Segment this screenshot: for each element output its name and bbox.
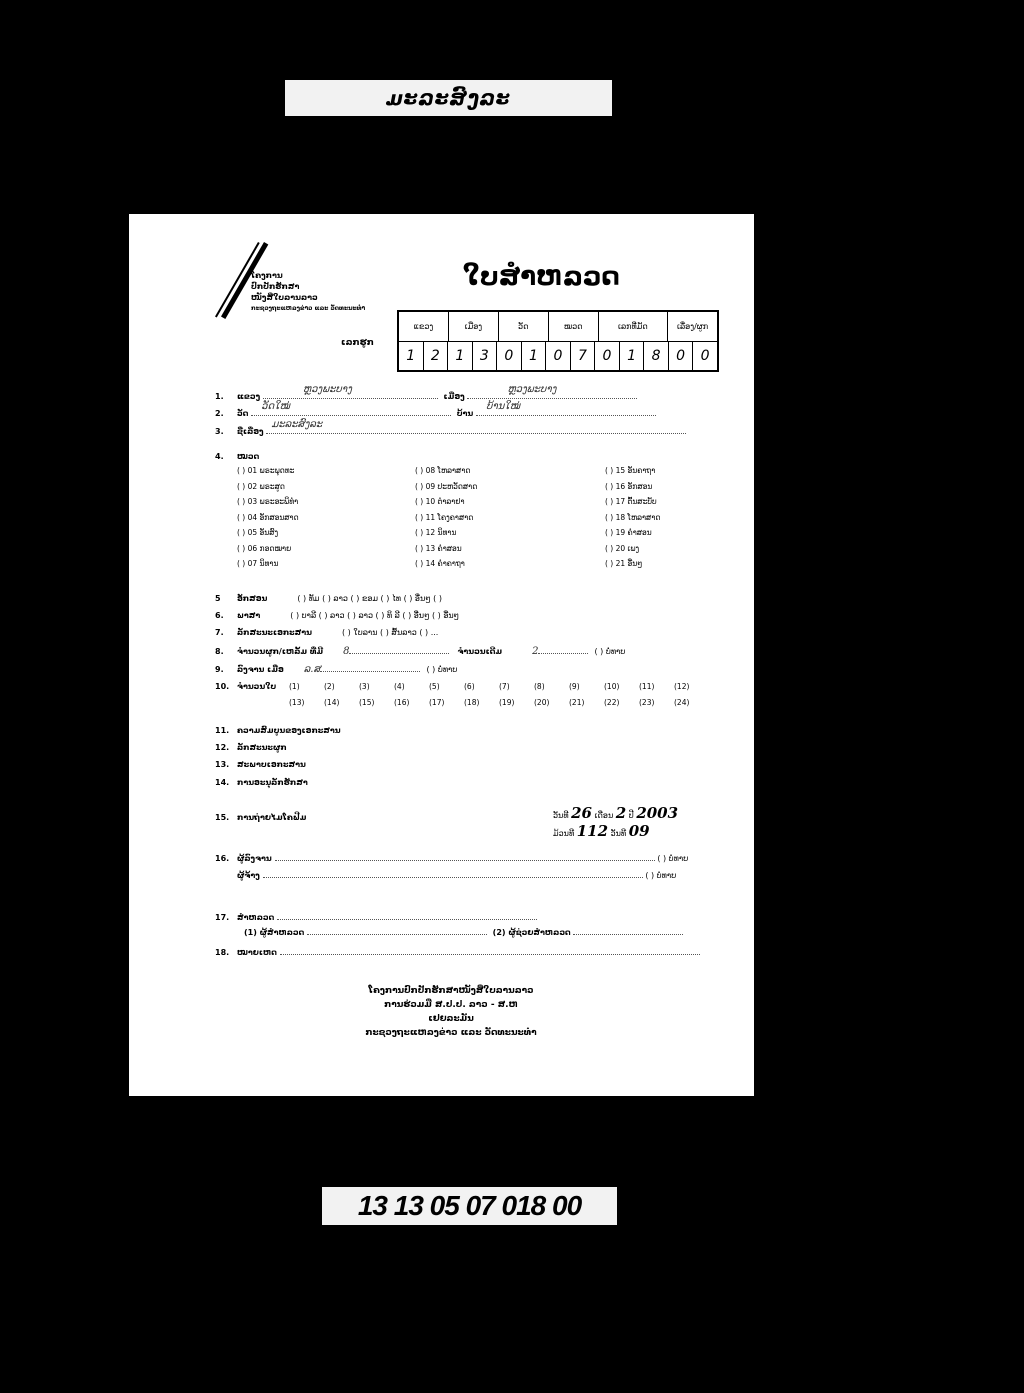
ref-digit: 7	[570, 342, 595, 371]
ref-header-row	[399, 312, 717, 341]
ministry-line: ປົກປັກຮັກສາ	[251, 282, 300, 291]
ref-digit: 0	[594, 342, 619, 371]
ref-digit: 0	[668, 342, 693, 371]
field-scribe: 16. ຜູ້ລົງຈານ ( ) ບໍ່ທາບ	[215, 854, 689, 863]
survey-form	[129, 214, 754, 1096]
temple-value: ວັດໃໝ່	[261, 401, 290, 412]
category-option[interactable]: ( ) 10 ຕຳລາຢາ	[415, 497, 465, 506]
microfilm-date: ວັນທີ 26 ເດືອນ 2 ປີ 2003	[553, 804, 679, 822]
ref-header: ວັດ	[498, 312, 548, 341]
form-title: ໃບສຳຫລວດ	[463, 262, 620, 292]
field-remarks: 18. ໝາຍເຫດ	[215, 946, 700, 957]
form-row: 12. ລັກສະນະຜູກ	[215, 743, 287, 752]
ref-header: ເລກທີ່ມັດ	[598, 312, 667, 341]
field-temple: 2. ວັດ ວັດໃໝ່ ບ້ານ ບ້ານໃໝ່	[215, 407, 656, 418]
ministry-line: ໂຄງການ	[251, 271, 283, 280]
form-row: 5 ອັກສອນ ( ) ທັມ ( ) ລາວ ( ) ຂອມ ( ) ໄທ ( ) ອື່ນໆ ( )	[215, 594, 442, 603]
ref-digit: 8	[643, 342, 668, 371]
form-row: 6. ພາສາ ( ) ບາລີ ( ) ລາວ ( ) ລາວ ( ) ທິ ລີ ( ) ອື່ນໆ ( ) ອື່ນໆ	[215, 611, 460, 620]
category-option[interactable]: ( ) 19 ຄຳສອນ	[605, 528, 652, 537]
leaf-slot: (18)	[464, 698, 480, 707]
ministry-line: ກະຊວງຖະແຫລງຂ່າວ ແລະ ວັດທະນະທຳ	[251, 305, 366, 312]
leaf-slot: (10)	[604, 682, 620, 691]
leaf-slot: (3)	[359, 682, 370, 691]
category-option[interactable]: ( ) 15 ອັນຄາຖາ	[605, 466, 656, 475]
village-value: ບ້ານໃໝ່	[486, 401, 521, 412]
microfilm-reel: ມ້ວນທີ 112 ວັນທີ 09	[553, 822, 650, 840]
field-survey: 17. ສຳຫລວດ	[215, 911, 537, 922]
leaf-slot: (6)	[464, 682, 475, 691]
province-value: ຫຼວງພະບາງ	[302, 384, 352, 395]
ref-digit: 1	[406, 347, 416, 364]
leaf-slot: (11)	[639, 682, 655, 691]
category-option[interactable]: ( ) 20 ເພງ	[605, 543, 640, 553]
ref-label: ເລກຮູກ	[341, 338, 374, 348]
category-option[interactable]: ( ) 18 ໂຫລາສາດ	[605, 512, 661, 522]
ref-header: ເລື່ອງ/ຜູກ	[667, 312, 717, 341]
form-row: 7. ລັກສະນະເອກະສານ ( ) ໃບລານ ( ) ສົ້ນລາວ ( ) ...	[215, 628, 439, 637]
ref-digit: 2	[423, 342, 448, 371]
category-option[interactable]: ( ) 11 ໂຄງຄາສາດ	[415, 512, 474, 522]
form-row: 8. ຈຳນວນຜູກ/ເຫລັ້ມ ທີ່ມີ 8 ຈຳນວນເດີມ 2 ( ) ບໍ່ທາບ	[215, 646, 626, 657]
leaf-slot: (2)	[324, 682, 335, 691]
category-option[interactable]: ( ) 02 ພຣະສູດ	[237, 481, 285, 491]
category-option[interactable]: ( ) 16 ອັກສອນ	[605, 481, 653, 491]
ministry-line: ໜັງສືໃບລານລາວ	[251, 293, 318, 302]
leaf-slot: (8)	[534, 682, 545, 691]
ref-header: ເມືອງ	[448, 312, 498, 341]
footer-line: ໂຄງການປົກປັກຮັກສາໜັງສືໃບລານລາວ	[368, 986, 534, 996]
leaf-slot: (20)	[534, 698, 550, 707]
category-option[interactable]: ( ) 04 ອັກສອນສາດ	[237, 512, 299, 522]
category-option[interactable]: ( ) 01 ພຣະພຸດທະ	[237, 466, 295, 475]
category-option[interactable]: ( ) 14 ຄຳຄາຖາ	[415, 559, 465, 568]
ref-digit: 0	[496, 342, 521, 371]
field-surveyors: (1) ຜູ້ສຳຫລວດ (2) ຜູ້ຊ່ວຍສຳຫລວດ	[244, 926, 683, 937]
category-option[interactable]: ( ) 06 ກອດໝາຍ	[237, 543, 292, 553]
category-option[interactable]: ( ) 21 ອື່ນໆ	[605, 559, 643, 568]
leaf-slot: (23)	[639, 698, 655, 707]
field-province: 1. ແຂວງ ຫຼວງພະບາງ ເມືອງ ຫຼວງພະບາງ	[215, 390, 637, 401]
category-option[interactable]: ( ) 07 ນິທານ	[237, 559, 279, 568]
leaf-slot: (22)	[604, 698, 620, 707]
category-option[interactable]: ( ) 03 ພຣະອະພິທຳ	[237, 497, 299, 506]
category-option[interactable]: ( ) 05 ອັນສົງ	[237, 528, 279, 537]
field-sponsor: ຜູ້ຈ້າງ ( ) ບໍ່ທາບ	[237, 871, 677, 880]
ref-digit: 3	[472, 342, 497, 371]
category-option[interactable]: ( ) 09 ປະຫວັດສາດ	[415, 481, 478, 491]
ref-digit-row	[399, 341, 717, 371]
footer-line: ການຮ່ວມມື ສ.ປ.ປ. ລາວ - ສ.ຫ ເຢຍລະມັນ	[384, 1000, 518, 1024]
category-option[interactable]: ( ) 08 ໂຫລາສາດ	[415, 466, 471, 475]
district-value: ຫຼວງພະບາງ	[507, 384, 557, 395]
leaf-slot: (1)	[289, 682, 300, 691]
leaf-slot: (15)	[359, 698, 375, 707]
leaf-slot: (13)	[289, 698, 305, 707]
leaf-slot: (17)	[429, 698, 445, 707]
title-value: ມະລະສົງລະ	[271, 419, 323, 430]
form-row: 14. ການອະນຸລັກຮັກສາ	[215, 778, 308, 787]
field-leaves: 10. ຈຳນວນໃບ	[215, 682, 277, 691]
category-option[interactable]: ( ) 12 ນິທານ	[415, 528, 457, 537]
category-option[interactable]: ( ) 13 ຄຳສອນ	[415, 543, 462, 553]
ref-digit: 0	[692, 342, 717, 371]
form-row: 9. ລົງຈານ ເມື່ອ ລ.ສ ( ) ບໍ່ທາບ	[215, 664, 458, 675]
category-option[interactable]: ( ) 17 ຕົ້ນສະບັບ	[605, 497, 657, 506]
form-row: 13. ສະພາບເອກະສານ	[215, 760, 306, 769]
field-title: 3. ຊື່ເລື່ອງ ມະລະສົງລະ	[215, 425, 686, 436]
top-label: ມະລະສົງລະ	[285, 80, 612, 116]
ref-header: ໝວດ	[548, 312, 598, 341]
leaf-slot: (9)	[569, 682, 580, 691]
leaf-slot: (24)	[674, 698, 690, 707]
leaf-slot: (21)	[569, 698, 585, 707]
leaf-slot: (14)	[324, 698, 340, 707]
ref-header: ແຂວງ	[413, 321, 434, 331]
form-row: 15. ການຖ່າຍໄມໂຄຟີມ	[215, 813, 307, 822]
ministry-block	[251, 270, 365, 314]
ref-digit: 0	[545, 342, 570, 371]
footer-line: ກະຊວງຖະແຫລງຂ່າວ ແລະ ວັດທະນະທຳ	[365, 1028, 537, 1038]
field-category: 4. ໝວດ	[215, 452, 260, 461]
bottom-label: 13 13 05 07 018 00	[322, 1187, 617, 1225]
leaf-slot: (7)	[499, 682, 510, 691]
leaf-slot: (4)	[394, 682, 405, 691]
ref-digit: 1	[447, 342, 472, 371]
leaf-slot: (12)	[674, 682, 690, 691]
ref-code-grid	[397, 310, 719, 372]
leaf-slot: (19)	[499, 698, 515, 707]
ref-digit: 1	[619, 342, 644, 371]
leaf-slot: (5)	[429, 682, 440, 691]
ref-digit: 1	[521, 342, 546, 371]
footer-block	[361, 984, 541, 1040]
form-row: 11. ຄວາມສົມບູນຂອງເອກະສານ	[215, 726, 341, 735]
leaf-slot: (16)	[394, 698, 410, 707]
